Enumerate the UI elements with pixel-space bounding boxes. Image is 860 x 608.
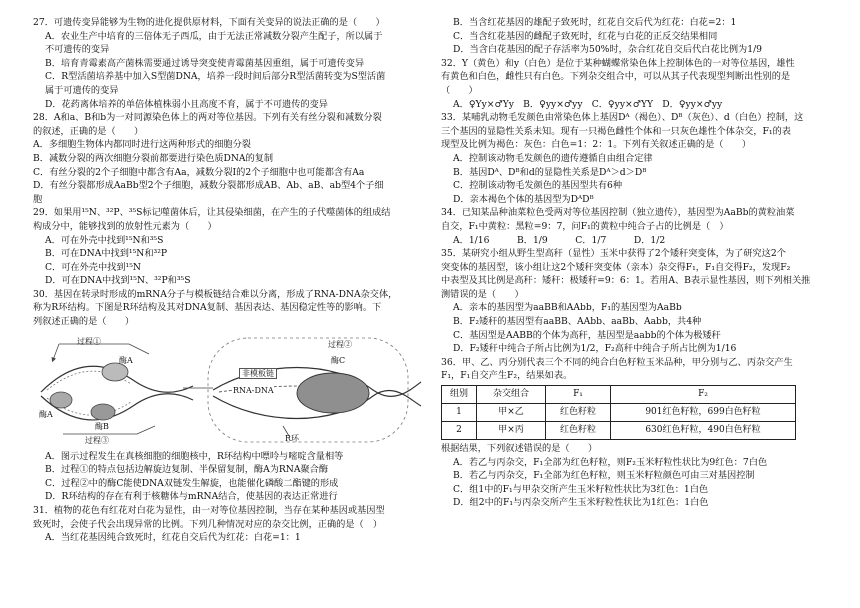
table-row — [442, 404, 796, 422]
option-c: C．过程②中的酶C能使DNA双链发生解旋，也能催化磷酸二酯键的形成 — [45, 477, 339, 489]
option-d: D．当含白花基因的配子存活率为50%时，杂合红花自交后代白花比例为1/9 — [453, 44, 763, 56]
question-stem: 28．A和a、B和b为一对同源染色体上的两对等位基因。下列有关有丝分裂和减数分裂 — [33, 112, 382, 124]
enzyme-c-label: 酶C — [331, 355, 346, 365]
table-cell: 红色籽粒 — [546, 404, 611, 422]
question-27 — [33, 16, 428, 111]
option-c: C．有丝分裂的2个子细胞中都含有Aa，减数分裂Ⅰ的2个子细胞中也可能都含有Aa — [33, 166, 365, 178]
table-header: 组别 — [442, 386, 477, 404]
table-header-row — [442, 386, 796, 404]
question-stem: 29．如果用¹⁵N、³²P、³⁵S标记噬菌体后，让其侵染细菌，在产生的子代噬菌体的组成结 — [33, 207, 391, 219]
question-36 — [441, 356, 841, 510]
option-a: A．图示过程发生在真核细胞的细胞核中，R环结构中嘌呤与嘧啶含量相等 — [45, 450, 344, 462]
option-b: B．基因Dᴬ、Dᴮ和d的显隐性关系是Dᴬ＞d＞Dᴮ — [453, 166, 647, 178]
question-prompt: 根据结果，下列叙述错误的是（ ） — [441, 443, 598, 455]
question-28 — [33, 111, 428, 206]
enzyme-c-shape — [297, 373, 369, 413]
question-stem-cont: 突变体的基因型，该小组让这2个矮秆突变体（亲本）杂交得F₁，F₁自交得F₂，发现F₂ — [441, 261, 791, 273]
question-stem-cont3: 测错误的是（ ） — [441, 288, 524, 300]
option-d-cont: 胞 — [33, 193, 43, 205]
question-34 — [441, 206, 841, 247]
option-c: C．当含红花基因的雌配子致死时，红花与白花的正反交结果相同 — [453, 30, 718, 42]
process-3-label: 过程③ — [85, 435, 109, 445]
question-stem: 36．甲、乙、丙分别代表三个不同的纯合白色籽粒玉米品种，甲分别与乙、丙杂交产生 — [441, 356, 793, 368]
process-1-label: 过程① — [77, 336, 101, 346]
question-stem-cont: F₁，F₁自交产生F₂，结果如表。 — [441, 370, 573, 382]
question-stem-cont2: （ ） — [441, 84, 478, 96]
question-32 — [441, 57, 841, 111]
question-stem-cont2: 列叙述正确的是（ ） — [33, 316, 135, 328]
option-a: A．多细胞生物体内都同时进行这两种形式的细胞分裂 — [33, 139, 251, 151]
option-a: A．当红花基因纯合致死时，红花自交后代为红花：白花=1：1 — [45, 532, 301, 544]
options: A．♀Yy×♂Yy B．♀yy×♂yy C．♀yy×♂YY D．♀yy×♂yy — [453, 98, 723, 110]
table-cell: 630红色籽粒，490白色籽粒 — [611, 422, 796, 440]
question-stem: 33．某哺乳动物毛发颜色由常染色体上基因Dᴬ（褐色）、Dᴮ（灰色）、d（白色）控制，这 — [441, 112, 804, 124]
option-d: D．可在DNA中找到¹⁵N、³²P和³⁵S — [45, 275, 191, 287]
r-loop-label: R环 — [285, 433, 300, 443]
enzyme-b-shape — [91, 404, 115, 420]
question-stem-cont: 有黄色和白色，雌性只有白色。下列杂交组合中，可以从其子代表现型判断出性别的是 — [441, 71, 791, 83]
option-d: D．有丝分裂都形成AaBb型2个子细胞，减数分裂都形成AB、Ab、aB、ab型4个子细 — [33, 180, 384, 192]
option-c: C．控制该动物毛发颜色的基因型共有6种 — [453, 180, 623, 192]
option-c: C．基因型是AABB的个体为高秆，基因型是aabb的个体为极矮秆 — [453, 329, 721, 341]
question-stem-cont: 的叙述，正确的是（ ） — [33, 125, 144, 137]
option-a: A．可在外壳中找到¹⁵N和³⁵S — [45, 234, 164, 246]
table-cell: 甲×丙 — [477, 422, 546, 440]
option-b: B．可在DNA中找到¹⁵N和³²P — [45, 248, 168, 260]
table-cell: 红色籽粒 — [546, 422, 611, 440]
enzyme-a-top-label: 酶A — [119, 355, 133, 365]
rna-dna-label: RNA-DNA — [233, 385, 274, 395]
enzyme-a-shape-2 — [50, 392, 72, 408]
option-b: B．减数分裂的两次细胞分裂前都要进行染色质DNA的复制 — [33, 152, 274, 164]
table-header: 杂交组合 — [477, 386, 546, 404]
option-b: B．F₂矮秆的基因型有aaBB、AAbb、aaBb、Aabb，共4种 — [453, 316, 702, 328]
option-c: C．组1中的F₁与甲杂交所产生玉米籽粒性状比为3红色：1白色 — [453, 483, 709, 495]
option-a: A．若乙与丙杂交，F₁全部为红色籽粒，则F₂玉米籽粒性状比为9红色：7白色 — [453, 456, 768, 468]
options: A．1/16 B．1/9 C．1/7 D．1/2 — [453, 234, 666, 246]
option-a-cont: 不可遗传的变异 — [45, 44, 110, 56]
question-stem-cont: 致死时，会使子代会出现异常的比例。下列几种情况对应的杂交比例，正确的是（ ） — [33, 518, 383, 530]
right-column — [441, 16, 841, 510]
question-29 — [33, 206, 428, 288]
template-strand-label: 非模板链 — [239, 368, 277, 379]
question-stem-cont: 称为R环结构。下图是R环结构及其对DNA复制、基因表达、基因稳定性等的影响。下 — [33, 302, 382, 314]
table-cell: 901红色籽粒，699白色籽粒 — [611, 404, 796, 422]
r-loop-figure — [33, 330, 423, 448]
option-c-cont: 属于可遗传的变异 — [45, 84, 119, 96]
enzyme-b-label: 酶B — [95, 421, 109, 431]
question-31-cont — [441, 16, 841, 57]
table-cell: 甲×乙 — [477, 404, 546, 422]
left-column — [33, 16, 428, 545]
option-d: D．组2中的F₁与丙杂交所产生玉米籽粒性状比为1红色：1白色 — [453, 497, 709, 509]
question-35 — [441, 247, 841, 356]
question-stem: 31．植物的花色有红花对白花为显性，由一对等位基因控制，当存在某种基因或基因型 — [33, 505, 385, 517]
question-33 — [441, 111, 841, 206]
table-header: F₂ — [611, 386, 796, 404]
option-b: B．当含红花基因的雄配子致死时，红花自交后代为红花：白花=2：1 — [453, 17, 737, 28]
option-d: D．亲本褐色个体的基因型为DᴬDᴮ — [453, 193, 594, 205]
question-stem-cont: 三个基因的显隐性关系未知。现有一只褐色雌性个体和一只灰色雄性个体杂交，F₁的表 — [441, 125, 791, 137]
option-b: B．过程①的特点包括边解旋边复制、半保留复制，酶A为RNA聚合酶 — [45, 464, 329, 476]
question-stem: 32．Y（黄色）和y（白色）是位于某种蝴蝶常染色体上控制体色的一对等位基因，雄性 — [441, 57, 795, 69]
question-stem-cont2: 中表型及其比例是高秆：矮秆：极矮秆=9：6：1。若用A、B表示显性基因，则下列相关推 — [441, 275, 811, 287]
r-loop-diagram — [33, 330, 423, 448]
option-a: A．农业生产中培育的三倍体无子西瓜，由于无法正常减数分裂产生配子，所以属于 — [45, 30, 383, 42]
enzyme-a-shape — [102, 363, 128, 381]
table-header: F₁ — [546, 386, 611, 404]
question-stem: 27．可遗传变异能够为生物的进化提供原材料，下面有关变异的说法正确的是（ ） — [33, 17, 385, 28]
table-row — [442, 422, 796, 440]
question-31 — [33, 504, 428, 545]
table-cell: 2 — [442, 422, 477, 440]
question-stem-cont2: 现型及比例为褐色：灰色：白色=1：2：1。下列有关叙述正确的是（ ） — [441, 139, 752, 151]
option-d: D．R环结构的存在有利于核糖体与mRNA结合，使基因的表达正常进行 — [45, 491, 338, 503]
results-table — [441, 385, 796, 440]
option-c: C．可在外壳中找到¹⁵N — [45, 261, 141, 273]
enzyme-a-left-label: 酶A — [39, 409, 53, 419]
question-stem-cont: 自交，F₁中黄粒：黑粒=9：7，问F₁的黄粒中纯合子占的比例是（ ） — [441, 220, 729, 232]
option-c: C．R型活菌培养基中加入S型菌DNA，培养一段时间后部分R型活菌转变为S型活菌 — [45, 71, 386, 83]
question-stem: 30．基因在转录时形成的mRNA分子与模板链结合难以分离，形成了RNA-DNA杂交体， — [33, 288, 398, 300]
process-2-label: 过程② — [328, 339, 352, 349]
option-b: B．若乙与丙杂交，F₁全部为红色籽粒，则玉米籽粒颜色可由三对基因控制 — [453, 470, 755, 482]
option-a: A．控制该动物毛发颜色的遗传遵循自由组合定律 — [453, 152, 653, 164]
question-stem-cont: 构成分中，能够找到的放射性元素为（ ） — [33, 220, 217, 232]
question-stem: 34．已知某品种油菜粒色受两对等位基因控制（独立遗传），基因型为AaBb的黄粒油菜 — [441, 207, 795, 219]
option-a: A．亲本的基因型为aaBB和AAbb，F₁的基因型为AaBb — [453, 302, 682, 314]
table-cell: 1 — [442, 404, 477, 422]
option-d: D．F₂矮秆中纯合子所占比例为1/2，F₂高秆中纯合子所占比例为1/16 — [453, 343, 737, 355]
question-stem: 35．某研究小组从野生型高秆（显性）玉米中获得了2个矮秆突变体，为了研究这2个 — [441, 248, 786, 260]
option-d: D．花药离体培养的单倍体植株弱小且高度不育，属于不可遗传的变异 — [45, 98, 328, 110]
question-30 — [33, 288, 428, 504]
option-b: B．培育青霉素高产菌株需要通过诱导突变使青霉菌基因重组，属于可遗传变异 — [45, 57, 365, 69]
